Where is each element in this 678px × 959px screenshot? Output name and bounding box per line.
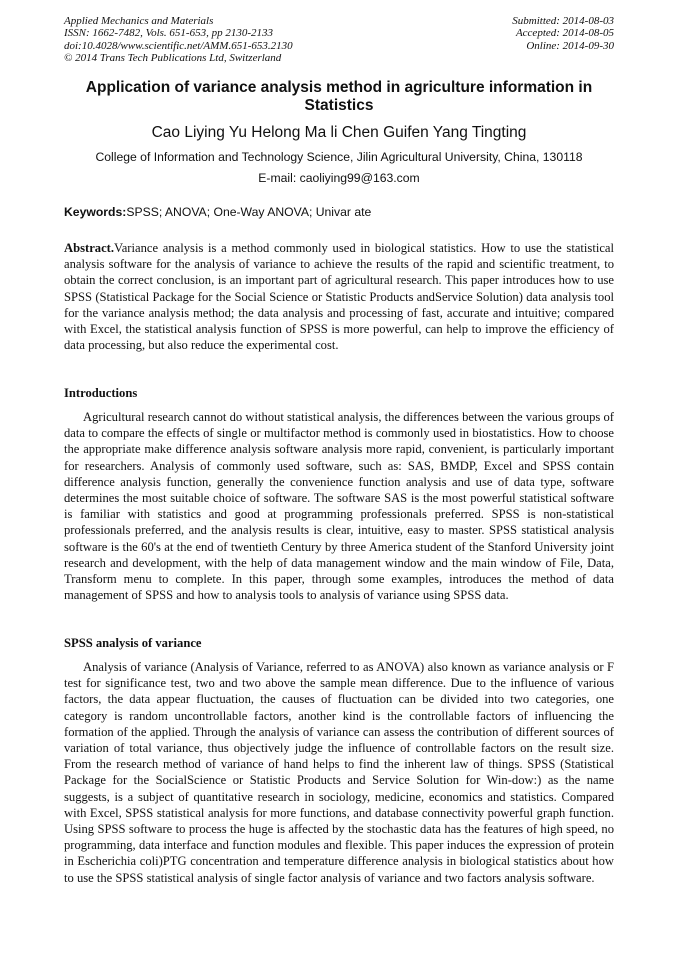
section-heading-introductions: Introductions [64,386,138,400]
paper-title: Application of variance analysis method in agriculture information in Statistics [85,79,593,114]
online-date: Online: 2014-09-30 [526,39,614,52]
keywords-text: SPSS; ANOVA; One-Way ANOVA; Univar ate [126,205,372,219]
journal-info [64,15,293,65]
journal-copyright: © 2014 Trans Tech Publications Ltd, Switzerland [64,52,282,65]
author-affiliation: College of Information and Technology Science, Jilin Agricultural University, China, 130118 [95,150,583,164]
abstract-text: Variance analysis is a method commonly used in biological statistics. How to use the statistical analysis software for the analysis of variance to achieve the results of the rapid and scientific treatment, to obtain the correct conclusion, is an important part of agricultural research. This paper introduces how to use SPSS (Statistical Package for the Social Science or Statistic Products andService Solution) data analysis tool for the variance analysis method; the data analysis and processing of fast, accurate and intuitive; compared with Excel, the statistical analysis function of SPSS is more powerful, can help to improve the efficiency of data processing, but also reduce the experimental cost. [64,241,614,353]
section-heading-spss-analysis: SPSS analysis of variance [64,636,202,650]
journal-doi: doi:10.4028/www.scientific.net/AMM.651-653.2130 [64,39,293,52]
journal-issn: ISSN: 1662-7482, Vols. 651-653, pp 2130-2133 [64,27,273,40]
spss-analysis-paragraph: Analysis of variance (Analysis of Variance, referred to as ANOVA) also known as variance analysis or F test for significance test, two and two above the sample mean difference. Due to the influence of various factors, the data appear fluctuation, the causes of fluctuation can be divided into two categories, one category is random uncontrollable factors, another kind is the controllable factors of influencing the formation of the applied. Through the analysis of variance can assess the contribution of different sources of variation of total variance, thus objectively judge the influence of controllable factors on the result size. From the research method of variance of hand helps to find the inherent law of things. SPSS (Statistical Package for the SocialScience or Statistic Products and Service Solution for Win-dow:) as the name suggests, is a subject of quantitative research in sociology, medicine, economics and statistics. Compared with Excel, SPSS statistical analysis for more functions, and database connectivity powerful graph function. Using SPSS software to process the huge is affected by the stochastic data has the features of high speed, no programming, data interface and function modules and flexible. This paper induces the expression of protein in Escherichia coli)PTG concentration and temperature difference analysis in biological statistics about how to use the SPSS statistical analysis of single factor analysis of variance and two factors analysis software. [64,660,614,885]
publication-dates [512,15,614,52]
journal-name: Applied Mechanics and Materials [64,15,214,27]
keywords-line [64,205,614,219]
introductions-paragraph: Agricultural research cannot do without statistical analysis, the differences between the various groups of data to compare the effects of single or multifactor method is commonly used in biostatistics. How to choose the appropriate make difference analysis software analysis more rapid, convenient, is particularly important for researchers. Analysis of commonly used software, such as: SAS, BMDP, Excel and SPSS contain difference analysis function, generally the convenience function analysis and use of data type, software determines the most suitable choice of software. The software SAS is the most powerful statistical software is familiar with statistics and good at programming professionals preferred. SPSS is non-statistical professionals preferred, and the analysis results is clear, intuitive, easy to master. SPSS statistical analysis software is the 60's at the end of twentieth Century by three America student of the Stanford University joint research and development, with the help of data management window and the main window of File, Data, Transform menu to complete. In this paper, through some examples, introduces the method of data management of SPSS and how to analysis tools to analysis of variance using SPSS data. [64,410,614,603]
author-email: E-mail: caoliying99@163.com [258,171,420,185]
paper-authors: Cao Liying Yu Helong Ma li Chen Guifen Yang Tingting [151,124,527,141]
abstract-label: Abstract. [64,241,115,255]
submitted-date: Submitted: 2014-08-03 [512,15,614,27]
keywords-label: Keywords: [64,205,127,219]
accepted-date: Accepted: 2014-08-05 [515,27,614,40]
abstract-paragraph [64,240,614,353]
